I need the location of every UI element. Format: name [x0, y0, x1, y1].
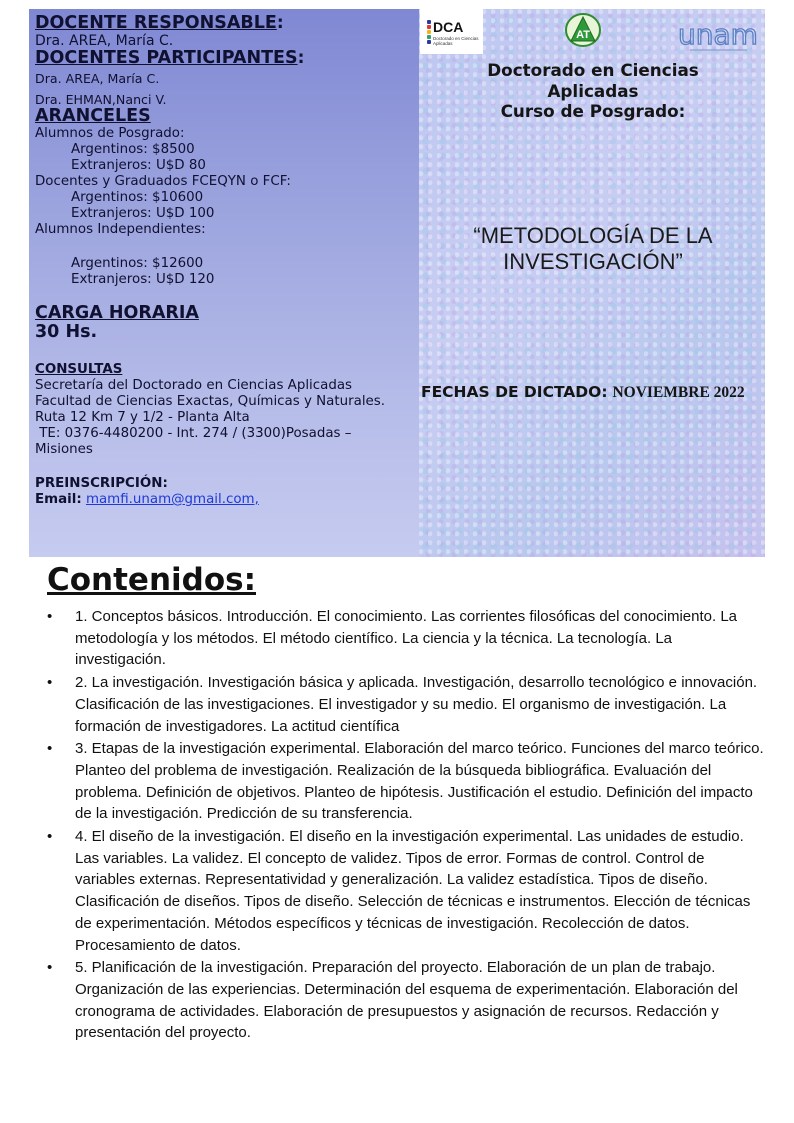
course-title: “METODOLOGÍA DE LA INVESTIGACIÓN” — [473, 223, 713, 274]
arancel-line: Extranjeros: U$D 80 — [71, 158, 206, 173]
list-item — [47, 826, 765, 956]
arancel-line: Argentinos: $10600 — [71, 190, 204, 205]
carga-horaria-heading: CARGA HORARIA — [35, 303, 199, 323]
docente-participante-name: Dra. EHMAN,Nanci V. — [35, 91, 167, 107]
program-line: Doctorado en Ciencias — [487, 60, 699, 80]
program-heading — [421, 60, 765, 122]
preinscripcion-heading: PREINSCRIPCIÓN: — [35, 476, 168, 491]
arancel-line: Extranjeros: U$D 100 — [71, 206, 215, 221]
docente-responsable-section: DOCENTE RESPONSABLE: — [35, 13, 284, 33]
docente-participante-name: Dra. AREA, María C. — [35, 71, 160, 86]
docente-responsable-heading: DOCENTE RESPONSABLE — [35, 13, 277, 33]
docentes-participantes-section: DOCENTES PARTICIPANTES: — [35, 48, 305, 68]
arancel-line: Argentinos: $8500 — [71, 142, 195, 157]
program-line: Curso de Posgrado: — [500, 101, 686, 121]
bullet-icon: • — [47, 740, 53, 758]
arancel-line: Argentinos: $12600 — [71, 256, 204, 271]
list-item — [47, 738, 765, 825]
faculty-logo-text: AT — [576, 29, 590, 41]
fechas-label: FECHAS DE DICTADO: — [421, 383, 608, 401]
arancel-line: Extranjeros: U$D 120 — [71, 272, 215, 287]
docente-responsable-name: Dra. AREA, María C. — [35, 33, 174, 49]
consultas-section — [35, 362, 413, 378]
list-item-text: 1. Conceptos básicos. Introducción. El conocimiento. Las corrientes filosóficas del conocimiento. La metodología y los métodos. El método científico. La ciencia y la técnica. La tecnología. La investigación. — [75, 608, 738, 669]
preinscripcion-email-row — [35, 492, 413, 508]
bullet-icon: • — [47, 608, 53, 625]
aranceles-section — [35, 107, 413, 126]
list-item-text: 3. Etapas de la investigación experimental. Elaboración del marco teórico. Funciones del marco teórico. Planteo del problema de investigación. Realización de la búsqueda bibliográfica. Evaluación del problema. Definición de objetivos. Planteo de hipótesis. Justificación el estudio. Definición del impacto de la investigación. Predicción de su transferencia. — [75, 740, 764, 823]
consultas-line: Secretaría del Doctorado en Ciencias Aplicadas — [35, 378, 353, 393]
aranceles-heading: ARANCELES — [35, 106, 151, 126]
faculty-logo — [563, 11, 603, 49]
list-item — [47, 957, 765, 1044]
dca-logo-text: DCA — [433, 19, 464, 35]
unam-logo-text: unam — [678, 18, 758, 51]
consultas-line: TE: 0376-4480200 - Int. 274 / (3300)Posadas – — [35, 426, 352, 441]
arancel-group-label: Docentes y Graduados FCEQYN o FCF: — [35, 174, 291, 189]
carga-horaria-value: 30 Hs. — [35, 322, 98, 342]
consultas-line: Ruta 12 Km 7 y 1/2 - Planta Alta — [35, 410, 250, 425]
list-item — [47, 672, 765, 737]
course-banner — [29, 9, 765, 557]
consultas-line: Misiones — [35, 442, 93, 457]
email-label: Email: — [35, 492, 82, 507]
program-line: Aplicadas — [547, 80, 639, 101]
bullet-icon: • — [47, 959, 53, 977]
contenidos-title: Contenidos: — [47, 562, 256, 598]
dca-logo — [420, 9, 483, 54]
dca-logo-subtitle: Doctorado en Ciencias Aplicadas — [433, 36, 479, 46]
list-item — [47, 606, 765, 671]
docentes-participantes-heading: DOCENTES PARTICIPANTES — [35, 48, 298, 68]
arancel-group-label: Alumnos Independientes: — [35, 222, 206, 237]
bullet-icon: • — [47, 674, 53, 692]
list-item-text: 2. La investigación. Investigación básica y aplicada. Investigación, desarrollo tecnológico e innovación. Clasificación de las investigaciones. El investigador y su medio. El organismo de investigación. La formación de investigadores. La actitud científica — [75, 674, 758, 735]
info-panel — [29, 9, 419, 557]
list-item-text: 5. Planificación de la investigación. Preparación del proyecto. Elaboración de un plan de trabajo. Organización de las experiencias. Determinación del esquema de experimentación. Elaboración del cronograma de actividades. Elaboración de presupuestos y asignación de recursos. Redacción y presentación del proyecto. — [75, 959, 738, 1042]
list-item-text: 4. El diseño de la investigación. El diseño en la investigación experimental. Las unidades de estudio. Las variables. La validez. El concepto de validez. Tipos de error. Formas de control. Control de variables externas. Representatividad y generalización. La validez estadística. Tipos de diseño. Clasificación de diseños. Tipos de diseño. Selección de técnicas e instrumentos. Elección de técnicas de experimentación. Métodos específicos y técnicas de investigación. Recolección de datos. Procesamiento de datos. — [75, 828, 751, 954]
consultas-heading: CONSULTAS — [35, 362, 123, 377]
contenidos-list — [47, 606, 765, 1045]
fechas-value: NOVIEMBRE 2022 — [612, 384, 745, 401]
carga-horaria-section — [35, 304, 413, 323]
email-link[interactable]: mamfi.unam@gmail.com, — [85, 492, 259, 507]
arancel-group-label: Alumnos de Posgrado: — [35, 126, 185, 141]
fechas-dictado — [421, 382, 761, 403]
unam-logo — [678, 18, 758, 55]
bullet-icon: • — [47, 828, 53, 846]
consultas-line: Facultad de Ciencias Exactas, Químicas y Naturales. — [35, 394, 386, 409]
